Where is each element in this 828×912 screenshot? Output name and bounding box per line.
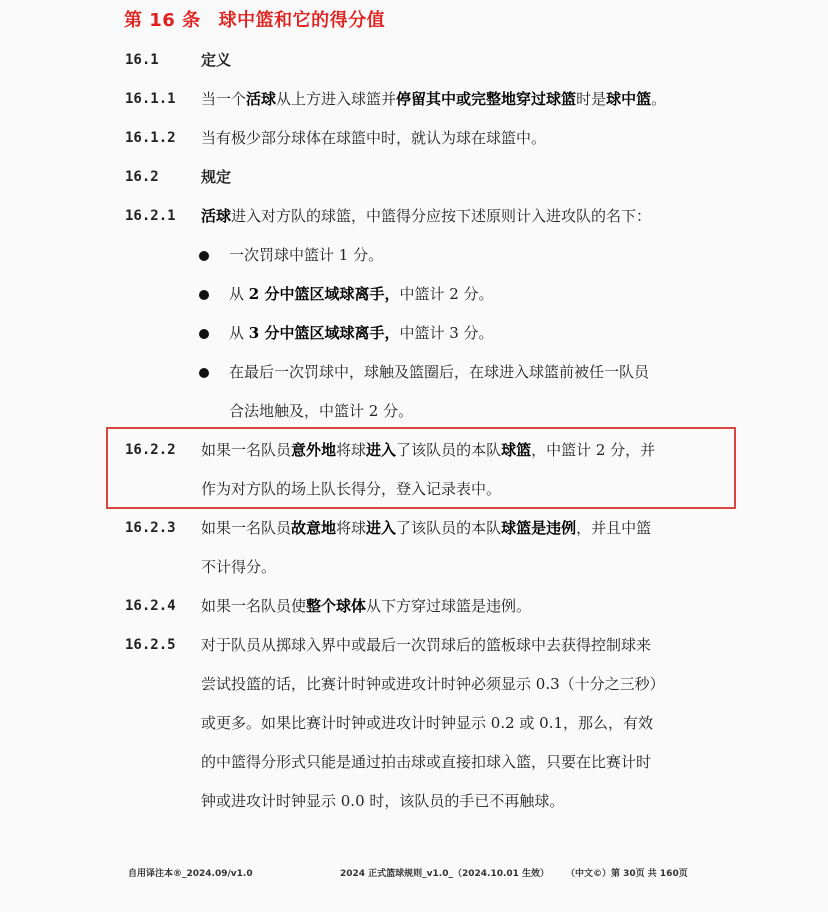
text-line: [0, 314, 828, 353]
rule-text: [229, 314, 494, 353]
bold-term: 进入: [366, 519, 397, 537]
text-line: [0, 665, 828, 704]
bold-term: 3 分中篮区域球离手，: [248, 324, 400, 342]
rule-text: [201, 197, 651, 236]
text-segment: 从: [229, 324, 249, 342]
bullet-icon: [199, 290, 209, 300]
section-heading: [0, 41, 828, 80]
bullet-icon: [199, 368, 209, 378]
text-segment: 时是: [576, 90, 607, 108]
highlight-box: [106, 427, 736, 509]
text-line: [0, 626, 828, 665]
rule-item: [0, 509, 828, 587]
text-segment: ，中篮计 2 分，并: [531, 441, 656, 459]
text-line: [0, 119, 828, 158]
text-line: [0, 704, 828, 743]
text-segment: 了该队员的本队: [396, 441, 502, 459]
bold-term: 球篮是违例: [501, 519, 577, 537]
rule-text: [201, 665, 665, 704]
rule-number: 16.2.2: [125, 442, 176, 458]
text-segment: 从下方穿过球篮是违例。: [366, 597, 532, 615]
rule-text: [201, 626, 651, 665]
text-line: [0, 587, 828, 626]
section-heading: [0, 158, 828, 197]
rule-number: 16.1.2: [125, 130, 176, 146]
rule-item: [0, 587, 828, 626]
rule-text: [201, 548, 276, 587]
rule-number: 16.1.1: [125, 91, 176, 107]
rule-text: [229, 236, 383, 275]
bullet-icon: [199, 251, 209, 261]
text-line: [0, 548, 828, 587]
text-segment: 或更多。如果比赛计时钟或进攻计时钟显示 0.2 或 0.1，那么，有效: [201, 714, 654, 732]
text-line: [0, 158, 828, 197]
text-segment: 中篮计 3 分。: [399, 324, 494, 342]
article-name: 球中篮和它的得分值: [218, 10, 386, 31]
bold-term: 球中篮: [606, 90, 652, 108]
rule-text: [229, 353, 649, 392]
rule-item: [0, 197, 828, 236]
text-segment: 当有极少部分球体在球篮中时，就认为球在球篮中。: [201, 129, 547, 147]
text-segment: 一次罚球中篮计 1 分。: [229, 246, 384, 264]
text-segment: 钟或进攻计时钟显示 0.0 时，该队员的手已不再触球。: [201, 792, 565, 810]
text-segment: 定义: [201, 51, 232, 69]
rule-text: [201, 41, 231, 80]
rule-text: [201, 80, 666, 119]
rule-text: [201, 119, 546, 158]
bold-term: 活球: [201, 207, 232, 225]
text-segment: 将球: [336, 519, 367, 537]
rule-number: 16.1: [125, 52, 159, 68]
text-segment: 将球: [336, 441, 367, 459]
text-segment: 如果一名队员: [201, 441, 292, 459]
bold-term: 球篮: [501, 441, 532, 459]
footer-page: （中文©）第 30页 共 160页: [566, 869, 688, 879]
text-line: [0, 509, 828, 548]
rule-number: 16.2.4: [125, 598, 176, 614]
text-line: [0, 41, 828, 80]
rule-text: [201, 587, 531, 626]
bullet-item: [0, 353, 828, 431]
rule-number: 16.2.5: [125, 637, 176, 653]
rule-text: [201, 782, 564, 821]
text-segment: 当一个: [201, 90, 247, 108]
rule-item: [0, 119, 828, 158]
text-segment: 规定: [201, 168, 232, 186]
text-line: [0, 236, 828, 275]
text-segment: 如果一名队员: [201, 519, 292, 537]
text-line: [0, 782, 828, 821]
bullet-item: [0, 275, 828, 314]
text-segment: 中篮计 2 分。: [399, 285, 494, 303]
text-segment: 的中篮得分形式只能是通过拍击球或直接扣球入篮，只要在比赛计时: [201, 753, 652, 771]
bold-term: 停留其中或完整地穿过球篮: [396, 90, 577, 108]
text-segment: 从上方进入球篮并: [276, 90, 397, 108]
text-line: [0, 275, 828, 314]
rule-text: [201, 158, 231, 197]
text-line: [0, 197, 828, 236]
text-segment: ，并且中篮: [576, 519, 652, 537]
text-segment: 作为对方队的场上队长得分，登入记录表中。: [201, 480, 502, 498]
bold-term: 进入: [366, 441, 397, 459]
text-segment: 如果一名队员使: [201, 597, 307, 615]
bold-term: 2 分中篮区域球离手，: [248, 285, 400, 303]
text-segment: 了该队员的本队: [396, 519, 502, 537]
rule-text: [201, 509, 651, 548]
rule-text: [229, 275, 494, 314]
article-title: [124, 6, 385, 32]
rule-text: [229, 392, 413, 431]
rule-text: [201, 743, 651, 782]
text-segment: 对于队员从掷球入界中或最后一次罚球后的篮板球中去获得控制球来: [201, 636, 652, 654]
bullet-item: [0, 314, 828, 353]
text-segment: 合法地触及，中篮计 2 分。: [229, 402, 414, 420]
bullet-item: [0, 236, 828, 275]
rule-text: [201, 704, 653, 743]
text-segment: 进入对方队的球篮，中篮得分应按下述原则计入进攻队的名下：: [231, 207, 652, 225]
rule-number: 16.2: [125, 169, 159, 185]
rule-number: 16.2.3: [125, 520, 176, 536]
bold-term: 意外地: [291, 441, 337, 459]
rule-item: [0, 626, 828, 821]
bold-term: 活球: [246, 90, 277, 108]
footer-left: 自用译注本®_2024.09/v1.0: [128, 869, 253, 879]
footer-center: 2024 正式篮球规则_v1.0_（2024.10.01 生效）: [340, 869, 550, 879]
text-segment: 尝试投篮的话，比赛计时钟或进攻计时钟必须显示 0.3（十分之三秒）: [201, 675, 665, 693]
bullet-icon: [199, 329, 209, 339]
text-segment: 从: [229, 285, 249, 303]
bold-term: 整个球体: [306, 597, 367, 615]
text-segment: 不计得分。: [201, 558, 277, 576]
text-segment: 。: [651, 90, 667, 108]
rule-number: 16.2.1: [125, 208, 176, 224]
text-line: [0, 743, 828, 782]
bold-term: 故意地: [291, 519, 337, 537]
text-line: [0, 392, 828, 431]
text-line: [0, 353, 828, 392]
text-segment: 在最后一次罚球中，球触及篮圈后，在球进入球篮前被任一队员: [229, 363, 650, 381]
rule-item: [0, 80, 828, 119]
text-line: [0, 80, 828, 119]
article-number: 第 16 条: [124, 10, 201, 31]
